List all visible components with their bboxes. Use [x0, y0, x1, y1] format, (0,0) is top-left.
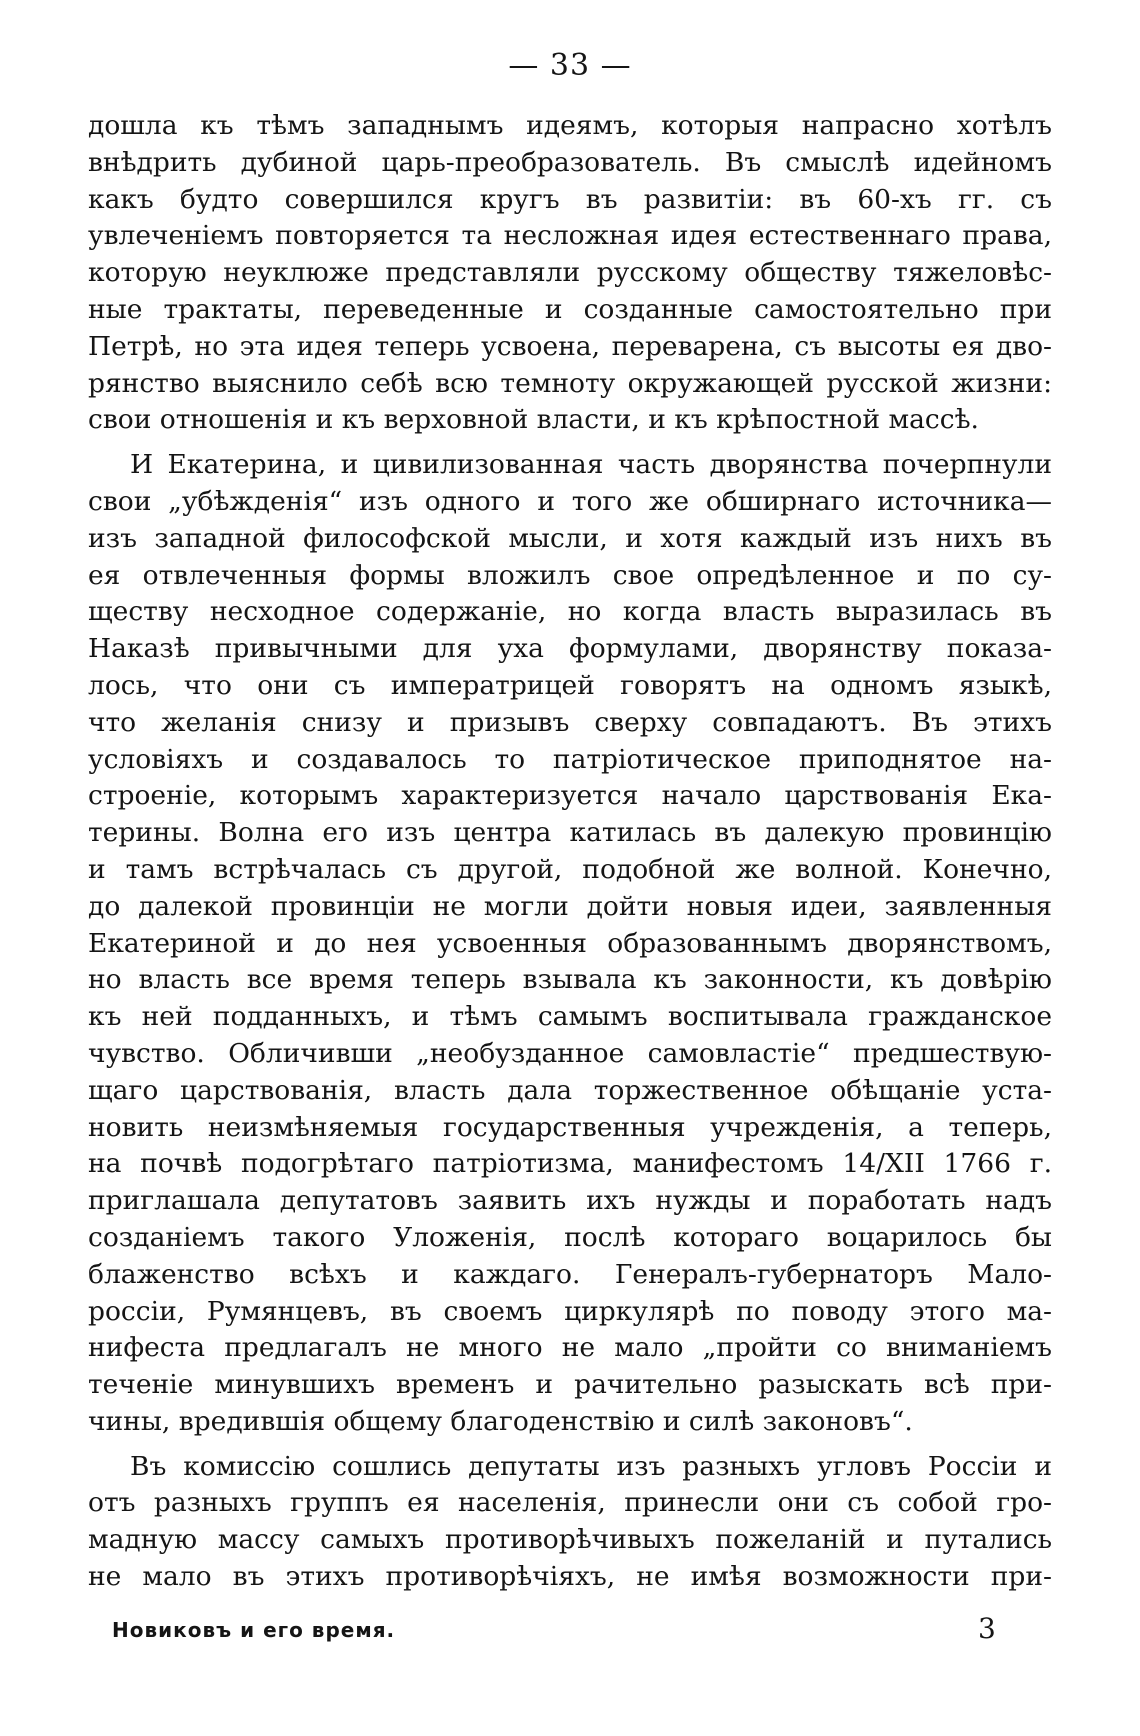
- text-line: нифеста предлагалъ не много не мало „пройти со вниманіемъ: [88, 1332, 1052, 1364]
- text-line: приглашала депутатовъ заявить ихъ нужды и поработать надъ: [88, 1185, 1052, 1217]
- text-line: Наказѣ привычными для уха формулами, дворянству показа-: [88, 633, 1052, 665]
- text-line: чувство. Обличивши „необузданное самовластіе“ предшествую-: [88, 1037, 1052, 1069]
- paragraph-1: [88, 108, 1052, 439]
- text-line: ея отвлеченныя формы вложилъ свое опредѣленное и по су-: [88, 559, 1052, 591]
- text-line: ществу несходное содержаніе, но когда власть выразилась въ: [88, 596, 1052, 628]
- text-line: новить неизмѣняемыя государственныя учрежденія, а теперь,: [88, 1111, 1052, 1143]
- text-line: рянство выяснило себѣ всю темноту окружающей русской жизни:: [88, 367, 1052, 399]
- text-line: свои „убѣжденія“ изъ одного и того же обширнаго источника—: [88, 485, 1052, 517]
- text-line: какъ будто совершился кругъ въ развитіи: въ 60-хъ гг. съ: [88, 183, 1052, 215]
- text-line: не мало въ этихъ противорѣчіяхъ, не имѣя возможности при-: [88, 1561, 1052, 1593]
- text-line: Въ комиссію сошлись депутаты изъ разныхъ угловъ Россіи и: [130, 1450, 1052, 1482]
- text-line: внѣдрить дубиной царь-преобразователь. Въ смыслѣ идейномъ: [88, 146, 1052, 178]
- paragraph-gap: [88, 1441, 1052, 1449]
- text-line: и тамъ встрѣчалась съ другой, подобной же волной. Конечно,: [88, 853, 1052, 885]
- text-line: И Екатерина, и цивилизованная часть дворянства почерпнули: [130, 449, 1052, 481]
- text-line: чины, вредившія общему благоденствію и силѣ законовъ“.: [88, 1405, 913, 1437]
- signature-mark: 3: [978, 1612, 996, 1645]
- text-line: теченіе минувшихъ временъ и рачительно разыскать всѣ при-: [88, 1369, 1052, 1401]
- text-line: условіяхъ и создавалось то патріотическое приподнятое на-: [88, 743, 1052, 775]
- text-line: которую неуклюже представляли русскому обществу тяжеловѣс-: [88, 257, 1052, 289]
- paragraph-2: [88, 447, 1052, 1441]
- text-line: но власть все время теперь взывала къ законности, къ довѣрію: [88, 964, 1052, 996]
- text-line: къ ней подданныхъ, и тѣмъ самымъ воспитывала гражданское: [88, 1001, 1052, 1033]
- text-line: изъ западной философской мысли, и хотя каждый изъ нихъ въ: [88, 522, 1052, 554]
- footer-book-title: Новиковъ и его время.: [112, 1618, 396, 1642]
- text-line: строеніе, которымъ характеризуется начало царствованія Ека-: [88, 780, 1052, 812]
- text-line: созданіемъ такого Уложенія, послѣ котораго воцарилось бы: [88, 1221, 1052, 1253]
- text-line: терины. Волна его изъ центра катилась въ далекую провинцію: [88, 817, 1052, 849]
- body-text: [88, 108, 1052, 1596]
- text-line: до далекой провинціи не могли дойти новыя идеи, заявленныя: [88, 890, 1052, 922]
- text-line: что желанія снизу и призывъ сверху совпадаютъ. Въ этихъ: [88, 706, 1052, 738]
- text-line: увлеченіемъ повторяется та несложная идея естественнаго права,: [88, 220, 1052, 252]
- text-line: на почвѣ подогрѣтаго патріотизма, манифестомъ 14/XII 1766 г.: [88, 1148, 1052, 1180]
- text-line: щаго царствованія, власть дала торжественное обѣщаніе уста-: [88, 1074, 1052, 1106]
- page-number: — 33 —: [508, 48, 632, 83]
- text-line: Екатериной и до нея усвоенныя образованнымъ дворянствомъ,: [88, 927, 1052, 959]
- text-line: отъ разныхъ группъ ея населенія, принесли они съ собой гро-: [88, 1487, 1052, 1519]
- text-line: ные трактаты, переведенные и созданные самостоятельно при: [88, 293, 1052, 325]
- text-line: дошла къ тѣмъ западнымъ идеямъ, которыя напрасно хотѣлъ: [88, 110, 1052, 141]
- text-line: мадную массу самыхъ противорѣчивыхъ пожеланій и путались: [88, 1524, 1052, 1556]
- text-line: блаженство всѣхъ и каждаго. Генералъ-губернаторъ Мало-: [88, 1258, 1052, 1290]
- text-line: свои отношенія и къ верховной власти, и къ крѣпостной массѣ.: [88, 404, 979, 436]
- paragraph-3: [88, 1449, 1052, 1596]
- text-line: Петрѣ, но эта идея теперь усвоена, переварена, съ высоты ея дво-: [88, 330, 1052, 362]
- text-line: россіи, Румянцевъ, въ своемъ циркулярѣ по поводу этого ма-: [88, 1295, 1052, 1327]
- paragraph-gap: [88, 439, 1052, 447]
- text-line: лось, что они съ императрицей говорятъ на одномъ языкѣ,: [88, 669, 1052, 701]
